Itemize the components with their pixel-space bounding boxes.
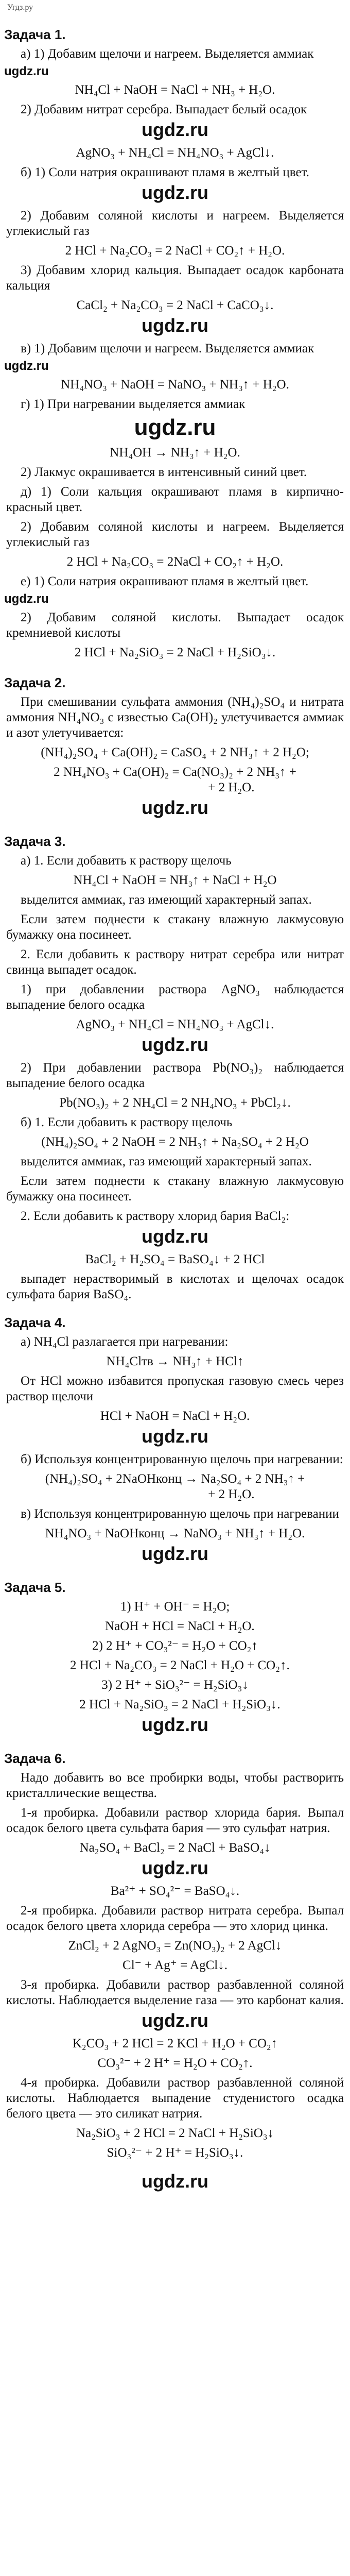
watermark-text: ugdz.ru: [142, 120, 208, 140]
section-gap: [0, 1567, 350, 1573]
watermark-text: ugdz.ru: [142, 798, 208, 818]
paragraph: 2) Добавим соляной кислоты и нагреем. Выделяется углекислый газ: [6, 208, 344, 238]
formula: 2 HCl + Na₂CO₃ = 2NaCl + CO₂↑ + H₂O.: [66, 554, 284, 569]
formula: NH₄OH → NH₃↑ + H₂O.: [110, 445, 240, 460]
formula: SiO₃²⁻ + 2 H⁺ = H₂SiO₃↓.: [107, 2145, 243, 2160]
paragraph: 3-я пробирка. Добавили раствор разбавленной соляной кислоты. Наблюдается выделение газа — это карбонат калия.: [6, 1977, 344, 2007]
formula: NH₄Cl + NaOH = NaCl + NH₃ + H₂O.: [75, 82, 275, 97]
formula: Cl⁻ + Ag⁺ = AgCl↓.: [122, 1958, 227, 1972]
formula: AgNO₃ + NH₄Cl = NH₄NO₃ + AgCl↓.: [76, 1017, 274, 1031]
formula: NH₄Cl + NaOH = NH₃↑ + NaCl + H₂O: [73, 873, 277, 887]
watermark-text: ugdz.ru: [142, 2010, 208, 2031]
paragraph: 1-я пробирка. Добавили раствор хлорида бария. Выпал осадок белого цвета сульфата бария — это сульфат натрия.: [6, 1805, 344, 1835]
formula: CO₃²⁻ + 2 H⁺ = H₂O + CO₂↑.: [97, 2056, 253, 2070]
paragraph: 4-я пробирка. Добавили раствор разбавленной соляной кислоты. Наблюдается выпадение студенистого осадка белого цвета — это силикат натрия.: [6, 2075, 344, 2121]
paragraph: выделится аммиак, газ имеющий характерный запах.: [21, 892, 312, 907]
paragraph: а) 1. Если добавить к раствору щелочь: [21, 853, 232, 868]
formula: K₂CO₃ + 2 HCl = 2 KCl + H₂O + CO₂↑: [72, 2036, 278, 2050]
formula: NaOH + HCl = NaCl + H₂O.: [95, 1619, 255, 1633]
formula: 3) 2 H⁺ + SiO₃²⁻ = H₂SiO₃↓: [101, 1677, 249, 1692]
formula: BaCl₂ + H₂SO₄ = BaSO₄↓ + 2 HCl: [85, 1252, 265, 1266]
watermark-text: ugdz.ru: [142, 1426, 208, 1447]
formula: 2 HCl + Na₂SiO₃ = 2 NaCl + H₂SiO₃↓.: [74, 645, 276, 659]
paragraph: в) Используя концентрированную щелочь при нагревании: [21, 1506, 339, 1521]
paragraph: выделится аммиак, газ имеющий характерный запах.: [21, 1154, 312, 1168]
watermark-text: ugdz.ru: [142, 2171, 208, 2192]
paragraph: б) Используя концентрированную щелочь при нагревании:: [21, 1452, 343, 1466]
watermark-text: ugdz.ru: [4, 359, 49, 373]
formula: (NH₄)₂SO₄ + 2NaOHконц → Na₂SO₄ + 2 NH₃↑ + + 2 H₂O.: [45, 1471, 305, 1501]
site-label: Угдз.ру: [7, 3, 33, 12]
formula: 2 NH₄NO₃ + Ca(OH)₂ = Ca(NO₃)₂ + 2 NH₃↑ + + 2 H₂O.: [54, 765, 296, 794]
section-gap: [0, 821, 350, 827]
section-gap: [0, 663, 350, 669]
formula: Ba²⁺ + SO₄²⁻ = BaSO₄↓.: [110, 1884, 240, 1898]
formula: NH₄Clтв → NH₃↑ + HCl↑: [106, 1354, 244, 1368]
watermark-text: ugdz.ru: [142, 1858, 208, 1878]
watermark-text: ugdz.ru: [134, 414, 216, 440]
watermark-text: ugdz.ru: [142, 1715, 208, 1735]
watermark-text: ugdz.ru: [142, 315, 208, 336]
paragraph: д) 1) Соли кальция окрашивают пламя в кирпично-красный цвет.: [6, 484, 344, 514]
paragraph: выпадет нерастворимый в кислотах и щелочах осадок сульфата бария BaSO₄.: [6, 1272, 344, 1301]
formula: 1) H⁺ + OH⁻ = H₂O;: [120, 1599, 230, 1614]
formula: Na₂SO₄ + BaCl₂ = 2 NaCl + BaSO₄↓: [79, 1840, 271, 1855]
paragraph: а) NH₄Cl разлагается при нагревании:: [21, 1334, 229, 1349]
formula: CaCl₂ + Na₂CO₃ = 2 NaCl + CaCO₃↓.: [76, 298, 274, 312]
paragraph: г) 1) При нагревании выделяется аммиак: [21, 397, 246, 411]
paragraph: б) 1) Соли натрия окрашивают пламя в желтый цвет.: [21, 165, 309, 179]
watermark-text: ugdz.ru: [4, 591, 49, 606]
formula: NH₄NO₃ + NaOH = NaNO₃ + NH₃↑ + H₂O.: [61, 377, 289, 392]
paragraph: е) 1) Соли натрия окрашивают пламя в желтый цвет.: [21, 574, 309, 588]
paragraph: Если затем поднести к стакану влажную лакмусовую бумажку она посинеет.: [6, 912, 344, 942]
formula: (NH₄)₂SO₄ + 2 NaOH = 2 NH₃↑ + Na₂SO₄ + 2 H₂O: [41, 1134, 309, 1149]
task-heading: Задача 6.: [4, 1751, 66, 1766]
formula: HCl + NaOH = NaCl + H₂O.: [100, 1409, 250, 1423]
formula: AgNO₃ + NH₄Cl = NH₄NO₃ + AgCl↓.: [76, 145, 274, 160]
paragraph: При смешивании сульфата аммония (NH₄)₂SO₄ и нитрата аммония NH₄NO₃ с известью Ca(OH)₂ улетучивается аммиак и азот улетучивается:: [6, 694, 344, 740]
formula: (NH₄)₂SO₄ + Ca(OH)₂ = CaSO₄ + 2 NH₃↑ + 2 H₂O;: [41, 745, 309, 759]
task-heading: Задача 2.: [4, 675, 66, 690]
paragraph: в) 1) Добавим щелочи и нагреем. Выделяется аммиак: [21, 341, 314, 355]
formula: Na₂SiO₃ + 2 HCl = 2 NaCl + H₂SiO₃↓: [76, 2126, 274, 2140]
watermark-text: ugdz.ru: [142, 1035, 208, 1055]
paragraph: 2) При добавлении раствора Pb(NO₃)₂ наблюдается выпадение белого осадка: [6, 1060, 344, 1090]
paragraph: Если затем поднести к стакану влажную лакмусовую бумажку она посинеет.: [6, 1174, 344, 1204]
paragraph: 2) Добавим соляной кислоты. Выпадает осадок кремниевой кислоты: [6, 610, 344, 640]
watermark-text: ugdz.ru: [142, 182, 208, 203]
paragraph: 2) Лакмус окрашивается в интенсивный синий цвет.: [21, 465, 307, 479]
formula: 2 HCl + Na₂SiO₃ = 2 NaCl + H₂SiO₃↓.: [69, 1697, 281, 1711]
formula: ZnCl₂ + 2 AgNO₃ = Zn(NO₃)₂ + 2 AgCl↓: [68, 1938, 282, 1953]
paragraph: 2. Если добавить к раствору хлорид бария BaCl₂:: [21, 1209, 290, 1223]
task-heading: Задача 5.: [4, 1580, 66, 1595]
paragraph: б) 1. Если добавить к раствору щелочь: [21, 1115, 233, 1129]
solution-page: [0, 21, 350, 2576]
task-heading: Задача 3.: [4, 834, 66, 849]
paragraph: 3) Добавим хлорид кальция. Выпадает осадок карбоната кальция: [6, 263, 344, 293]
formula: NH₄NO₃ + NaOHконц → NaNO₃ + NH₃↑ + H₂O.: [45, 1526, 305, 1540]
formula: 2) 2 H⁺ + CO₃²⁻ = H₂O + CO₂↑: [92, 1638, 258, 1653]
section-gap: [0, 1738, 350, 1744]
formula: 2 HCl + Na₂CO₃ = 2 NaCl + H₂O + CO₂↑.: [60, 1658, 290, 1672]
watermark-text: ugdz.ru: [4, 64, 49, 78]
paragraph: От HCl можно избавится пропуская газовую смесь через раствор щелочи: [6, 1374, 344, 1403]
watermark-text: ugdz.ru: [142, 1544, 208, 1564]
section-gap: [0, 1302, 350, 1309]
watermark-text: ugdz.ru: [142, 1226, 208, 1247]
task-heading: Задача 4.: [4, 1315, 66, 1330]
section-gap: [0, 2163, 350, 2169]
paragraph: 2) Добавим соляной кислоты и нагреем. Выделяется углекислый газ: [6, 519, 344, 549]
paragraph: 2. Если добавить к раствору нитрат серебра или нитрат свинца выпадет осадок.: [6, 947, 344, 977]
paragraph: 1) при добавлении раствора AgNO₃ наблюдается выпадение белого осадка: [6, 982, 344, 1012]
paragraph: 2-я пробирка. Добавили раствор нитрата серебра. Выпал осадок белого цвета хлорида серебра — это хлорид цинка.: [6, 1903, 344, 1933]
formula: Pb(NO₃)₂ + 2 NH₄Cl = 2 NH₄NO₃ + PbCl₂↓.: [59, 1095, 291, 1110]
paragraph: Надо добавить во все пробирки воды, чтобы растворить кристаллические вещества.: [6, 1770, 344, 1800]
task-heading: Задача 1.: [4, 27, 66, 42]
paragraph: а) 1) Добавим щелочи и нагреем. Выделяется аммиак: [21, 46, 314, 61]
paragraph: 2) Добавим нитрат серебра. Выпадает белый осадок: [21, 102, 307, 116]
formula: 2 HCl + Na₂CO₃ = 2 NaCl + CO₂↑ + H₂O.: [65, 243, 285, 258]
